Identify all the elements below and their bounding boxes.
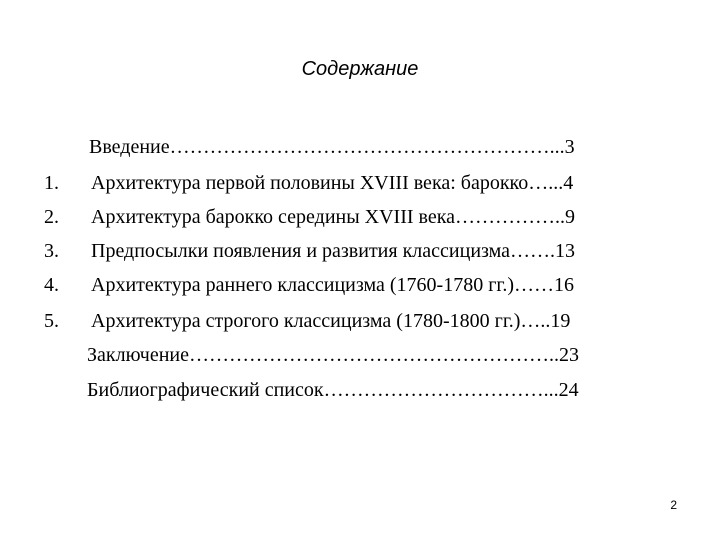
toc-entry-number: 4.	[44, 274, 59, 296]
toc-entry-number: 5.	[44, 310, 59, 332]
page-number: 2	[670, 498, 677, 512]
toc-entry-number: 1.	[44, 172, 59, 194]
toc-entry-text: Архитектура раннего классицизма (1760-1780 гг.)……16	[91, 274, 575, 296]
toc-entry-intro: Введение…………………………………………………...3	[89, 136, 575, 158]
page-title: Содержание	[301, 58, 419, 80]
toc-entry-number: 2.	[44, 206, 59, 228]
toc-entry-text: Предпосылки появления и развития классицизма…….13	[91, 240, 576, 262]
toc-entry-text: Архитектура барокко середины XVIII века……………..9	[91, 206, 576, 228]
toc-entry-text: Архитектура строгого классицизма (1780-1800 гг.)…..19	[91, 310, 571, 332]
toc-entry-conclusion: Заключение………………………………………………..23	[87, 344, 579, 366]
toc-entry-bibliography: Библиографический список……………………………...24	[87, 379, 579, 401]
toc-entry-number: 3.	[44, 240, 59, 262]
toc-entry-text: Архитектура первой половины XVIII века: барокко…...4	[91, 172, 574, 194]
